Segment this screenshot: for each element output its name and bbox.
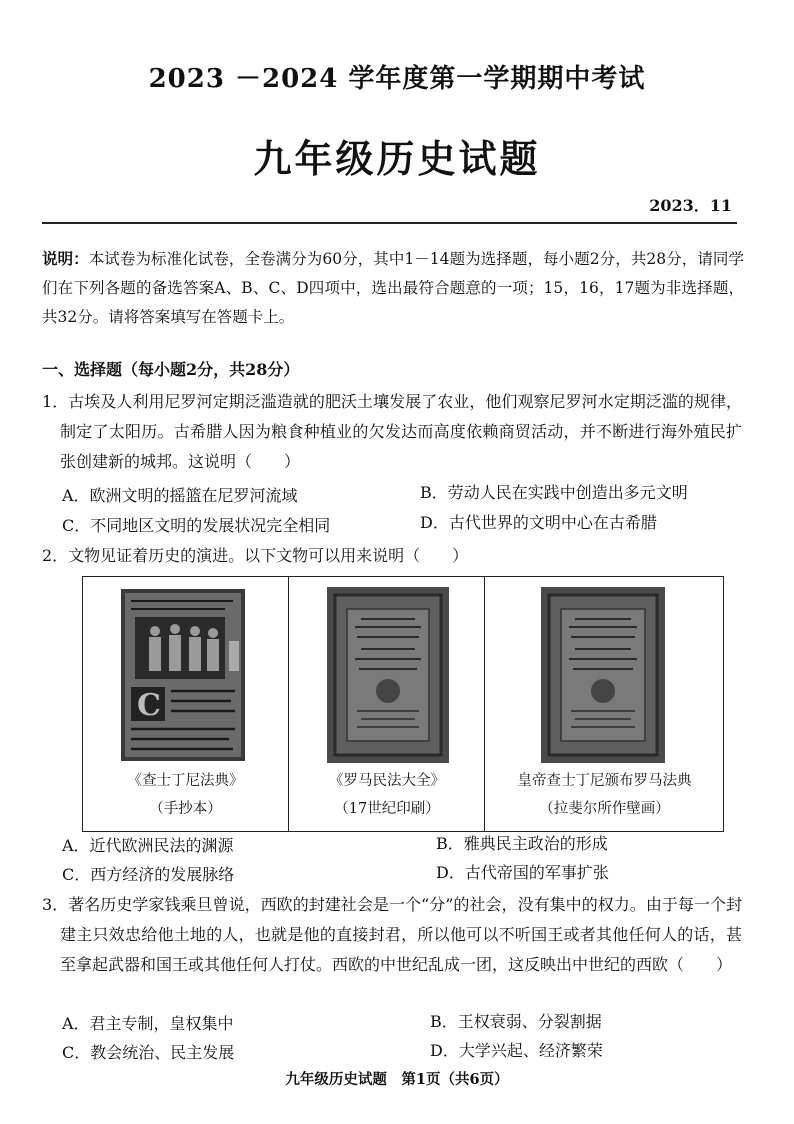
question-2-option-a[interactable]: A．近代欧洲民法的渊源 <box>62 836 234 855</box>
printed-book-image <box>327 587 449 763</box>
question-1-option-b[interactable]: B．劳动人民在实践中创造出多元文明 <box>420 483 688 502</box>
artifact-1-caption: 《查士丁尼法典》 <box>127 773 244 789</box>
question-1-option-d[interactable]: D．古代世界的文明中心在古希腊 <box>420 513 657 532</box>
artifact-3-subcaption: （拉斐尔所作壁画） <box>539 801 670 817</box>
artifact-1-subcaption: （手抄本） <box>149 801 222 817</box>
question-3-option-d[interactable]: D．大学兴起、经济繁荣 <box>430 1041 603 1060</box>
question-2-stem: 2．文物见证着历史的演进。以下文物可以用来说明（ ） <box>42 546 469 565</box>
question-2-option-c[interactable]: C．西方经济的发展脉络 <box>62 865 235 884</box>
artifact-figure-panel <box>82 576 724 832</box>
artifact-2 <box>288 577 485 831</box>
section-heading: 一、选择题（每小题2分，共28分） <box>42 360 300 379</box>
question-1-stem: 1．古埃及人利用尼罗河定期泛滥造就的肥沃土壤发展了农业，他们观察尼罗河水定期泛滥的规律，制定了太阳历。古希腊人因为粮食种植业的欠发达而高度依赖商贸活动，并不断进行海外殖民扩张创建新的城邦。这说明（ ） <box>42 392 742 471</box>
question-1-option-c[interactable]: C．不同地区文明的发展状况完全相同 <box>62 516 331 535</box>
exam-subject-title: 九年级历史试题 <box>253 136 541 181</box>
artifact-3-caption: 皇帝查士丁尼颁布罗马法典 <box>517 773 692 789</box>
artifact-2-subcaption: （17世纪印刷） <box>334 801 440 817</box>
exam-date: 2023．11 <box>649 196 732 215</box>
question-3-option-b[interactable]: B．王权衰弱、分裂割据 <box>430 1012 602 1031</box>
question-3 <box>42 890 742 980</box>
instructions-text: 本试卷为标准化试卷，全卷满分为60分，其中1－14题为选择题，每小题2分，共28分，请同学们在下列各题的备选答案A、B、C、D四项中，选出最符合题意的一项；15，16，17题为非选择题，共32分。请将答案填写在答题卡上。 <box>42 250 744 326</box>
question-3-stem: 3．著名历史学家钱乘旦曾说，西欧的封建社会是一个“分”的社会，没有集中的权力。由于每一个封建主只效忠给他土地的人，也就是他的直接封君，所以他可以不听国王或者其他任何人的话，甚至拿起武器和国王或其他任何人打仗。西欧的中世纪乱成一团，这反映出中世纪的西欧（ ） <box>42 895 742 974</box>
question-1 <box>42 387 742 477</box>
manuscript-image <box>121 589 245 761</box>
instructions-label: 说明： <box>42 249 89 268</box>
question-2-option-b[interactable]: B．雅典民主政治的形成 <box>436 834 608 853</box>
instructions <box>42 244 744 332</box>
question-3-option-c[interactable]: C．教会统治、民主发展 <box>62 1043 235 1062</box>
question-1-option-a[interactable]: A．欧洲文明的摇篮在尼罗河流域 <box>62 486 298 505</box>
header-divider <box>42 222 737 224</box>
exam-title: 2023 －2024 学年度第一学期期中考试 <box>148 64 646 94</box>
question-2-option-d[interactable]: D．古代帝国的军事扩张 <box>436 863 609 882</box>
page-footer: 九年级历史试题 第1页（共6页） <box>285 1071 509 1088</box>
artifact-2-caption: 《罗马民法大全》 <box>329 773 445 789</box>
artifact-1 <box>83 577 288 831</box>
question-3-option-a[interactable]: A．君主专制，皇权集中 <box>62 1014 234 1033</box>
mural-image <box>541 587 665 763</box>
question-2 <box>42 541 742 571</box>
svg-text:C: C <box>137 688 161 723</box>
artifact-3 <box>484 577 724 831</box>
